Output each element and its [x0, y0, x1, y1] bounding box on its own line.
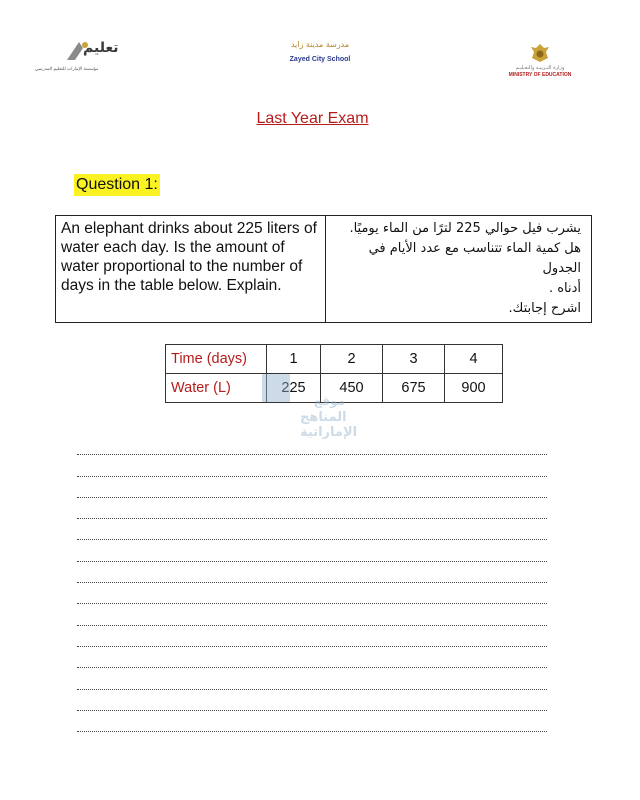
logo-brand-text: تعليم [83, 40, 119, 56]
answer-line [77, 668, 547, 689]
school-name-english: Zayed City School [289, 56, 351, 63]
question-text-arabic [326, 216, 591, 322]
answer-line [77, 562, 547, 583]
school-name-arabic: مدرسة مدينة زايد [290, 40, 350, 49]
school-name [250, 40, 390, 63]
answer-line [77, 540, 547, 561]
answer-line [77, 434, 547, 455]
table-cell: 1 [267, 345, 321, 374]
answer-lines [77, 434, 547, 732]
table-cell: 675 [383, 374, 445, 403]
table-cell: 4 [445, 345, 503, 374]
answer-line [77, 519, 547, 540]
answer-line [77, 690, 547, 711]
row-header: Time (days) [166, 345, 267, 374]
arabic-line: اشرح إجابتك. [508, 301, 581, 316]
ministry-name-english: MINISTRY OF EDUCATION [508, 72, 572, 78]
answer-line [77, 455, 547, 476]
question-box [55, 215, 592, 323]
answer-line [77, 647, 547, 668]
row-header: Water (L) [166, 374, 267, 403]
logo-tagline: مؤسسة الإمارات للتعليم المدرسي [35, 66, 99, 71]
table-cell: 900 [445, 374, 503, 403]
watermark-logo-icon [262, 374, 290, 402]
tallem-logo [35, 38, 125, 78]
uae-emblem-icon [529, 42, 551, 64]
answer-line [77, 711, 547, 732]
question-label: Question 1: [74, 174, 160, 196]
answer-line [77, 626, 547, 647]
answer-line [77, 477, 547, 498]
ministry-name-arabic: وزارة التـربيـة والتعـليـم [515, 65, 565, 71]
question-text-english: An elephant drinks about 225 liters of water each day. Is the amount of water proportional to the number of days in the table below. Explain. [56, 216, 326, 322]
watermark-line: المناهج الإماراتية [300, 410, 358, 440]
ministry-logo [505, 42, 575, 82]
arabic-line: أدناه . [548, 281, 581, 296]
answer-line [77, 498, 547, 519]
table-cell: 2 [321, 345, 383, 374]
table-row [166, 345, 503, 374]
table-cell: 225 [267, 374, 321, 403]
table-cell: 450 [321, 374, 383, 403]
watermark [262, 372, 392, 442]
answer-line [77, 604, 547, 625]
page-title: Last Year Exam [256, 110, 369, 127]
arabic-line: يشرب فيل حوالي 225 لترًا من الماء يوميًا. [349, 221, 581, 236]
table-cell: 3 [383, 345, 445, 374]
arabic-line: هل كمية الماء تتناسب مع عدد الأيام في الجدول [368, 241, 581, 276]
answer-line [77, 583, 547, 604]
watermark-line: موقع [314, 394, 346, 408]
